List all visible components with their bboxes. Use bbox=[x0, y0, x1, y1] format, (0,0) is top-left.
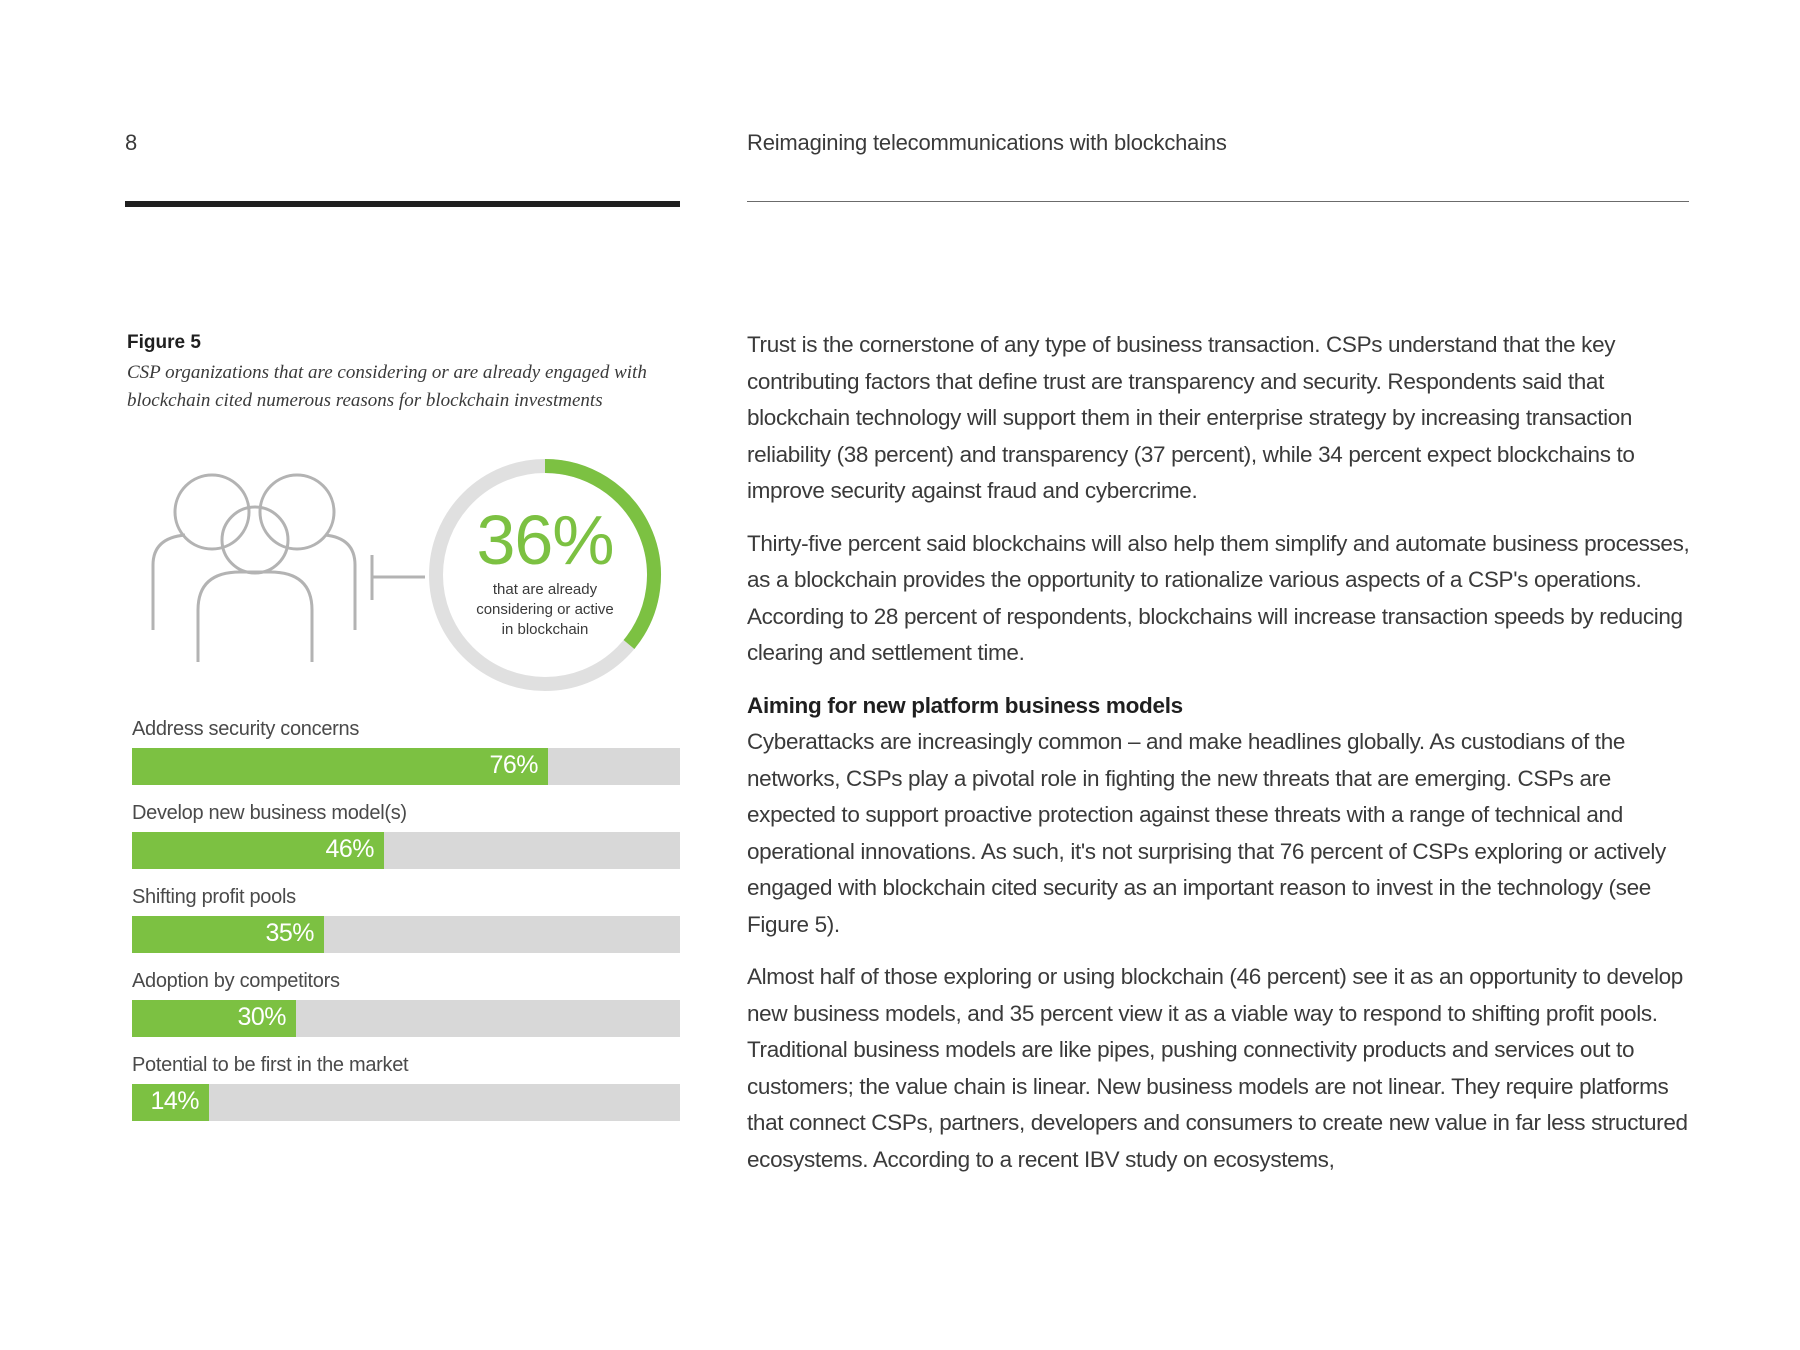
bar-track bbox=[132, 1000, 680, 1037]
bar-category-label: Adoption by competitors bbox=[132, 970, 340, 992]
bar-category-label: Potential to be first in the market bbox=[132, 1054, 409, 1076]
bar-value-label: 30% bbox=[237, 1003, 286, 1031]
people-group-icon bbox=[145, 470, 425, 670]
paragraph-4: Almost half of those exploring or using blockchain (46 percent) see it as an opportunity to develop new business models, and 35 percent view it as a viable way to respond to shifting profit pools. Traditional business models are like pipes, pushing connectivity products and services out to customers; the value chain is linear. New business models are not linear. They require platforms that connect CSPs, partners, developers and consumers to create new value in far less structured ecosystems. According to a recent IBV study on ecosystems, bbox=[747, 964, 1688, 1172]
figure-caption: CSP organizations that are considering or are already engaged with blockchain cited numerous reasons for blockchain investments bbox=[127, 362, 647, 411]
running-title: Reimagining telecommunications with blockchains bbox=[747, 130, 1227, 155]
donut-chart bbox=[420, 450, 670, 700]
paragraph-2: Thirty-five percent said blockchains will also help them simplify and automate business processes, as a blockchain provides the opportunity to rationalize various aspects of a CSP's operations. According to 28 percent of respondents, blockchains will increase transaction speeds by reducing clearing and settlement time. bbox=[747, 530, 1690, 665]
bar-value-label: 14% bbox=[150, 1087, 199, 1115]
bar-fill bbox=[132, 916, 324, 953]
bar-track bbox=[132, 916, 680, 953]
page-number: 8 bbox=[125, 130, 138, 155]
bar-row bbox=[132, 1054, 680, 1121]
bar-category-label: Develop new business model(s) bbox=[132, 802, 407, 824]
bar-value-label: 35% bbox=[265, 919, 314, 947]
bar-row bbox=[132, 718, 680, 785]
body-text bbox=[747, 327, 1692, 1194]
figure-label: Figure 5 bbox=[127, 332, 201, 353]
section-heading: Aiming for new platform business models bbox=[747, 692, 1183, 718]
bar-value-label: 46% bbox=[325, 835, 374, 863]
bar-track bbox=[132, 1084, 680, 1121]
paragraph-3: Cyberattacks are increasingly common – and make headlines globally. As custodians of the networks, CSPs play a pivotal role in fighting the new threats that are emerging. CSPs are expected to support proactive protection against these threats with a range of technical and operational innovations. As such, it's not surprising that 76 percent of CSPs exploring or actively engaged with blockchain cited security as an important reason to invest in the technology (see Figure 5). bbox=[747, 729, 1666, 937]
header-rule-thick bbox=[125, 201, 680, 207]
bar-track bbox=[132, 832, 680, 869]
donut-label: that are already considering or active in blockchain bbox=[476, 581, 614, 638]
bar-row bbox=[132, 802, 680, 869]
bar-fill bbox=[132, 1084, 209, 1121]
bar-row bbox=[132, 886, 680, 953]
bar-fill bbox=[132, 748, 548, 785]
bar-track bbox=[132, 748, 680, 785]
bar-category-label: Shifting profit pools bbox=[132, 886, 296, 908]
bar-row bbox=[132, 970, 680, 1037]
bar-fill bbox=[132, 832, 384, 869]
bar-fill bbox=[132, 1000, 296, 1037]
bar-category-label: Address security concerns bbox=[132, 718, 360, 740]
header-rule-thin bbox=[747, 201, 1689, 202]
bar-value-label: 76% bbox=[489, 751, 538, 779]
paragraph-1: Trust is the cornerstone of any type of business transaction. CSPs understand that the key contributing factors that define trust are transparency and security. Respondents said that blockchain technology will support them in their enterprise strategy by increasing transaction reliability (38 percent) and transparency (37 percent), while 34 percent expect blockchains to improve security against fraud and cybercrime. bbox=[747, 332, 1635, 503]
donut-percent: 36% bbox=[476, 501, 614, 579]
